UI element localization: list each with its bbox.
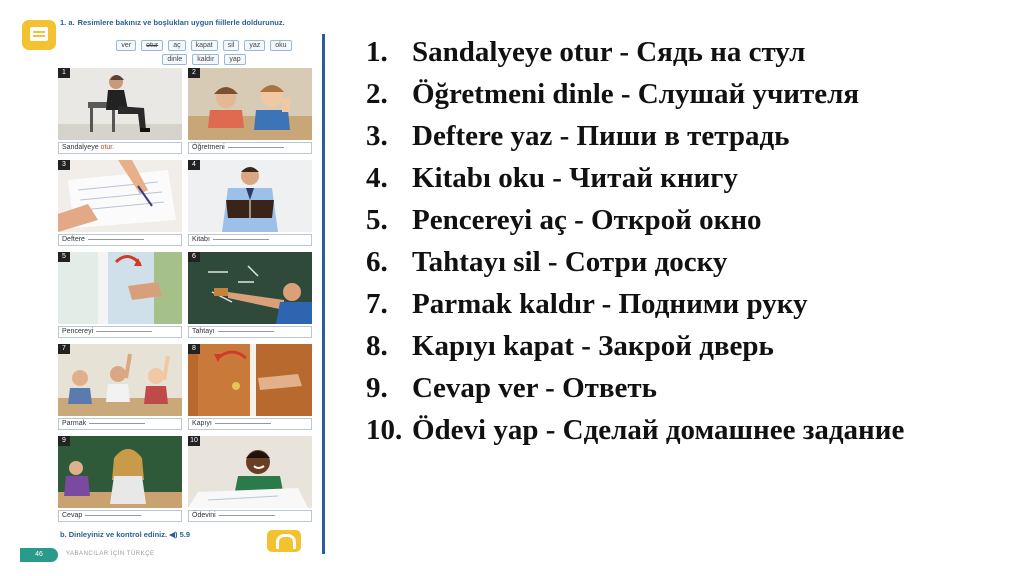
vocabulary-list	[366, 31, 1006, 451]
word-chip: kapat	[191, 40, 218, 51]
caption-prompt: Kitabı	[192, 236, 210, 243]
exercise-card-6	[188, 252, 312, 340]
word-bank-row-1	[88, 40, 320, 51]
answer-blank	[213, 239, 269, 240]
card-number: 10	[188, 436, 200, 446]
card-number: 5	[58, 252, 70, 262]
vocab-number: 7.	[366, 288, 388, 320]
vocab-item	[366, 31, 1006, 73]
page-number: 46	[20, 548, 58, 562]
textbook-page	[12, 10, 328, 566]
vocab-item	[366, 199, 1006, 241]
caption-prompt: Cevap	[62, 512, 83, 519]
card-number: 1	[58, 68, 70, 78]
photo-man-reading	[188, 160, 312, 232]
photo-students-listening	[188, 68, 312, 140]
photo-boy-homework	[188, 436, 312, 508]
word-chip: kaldır	[192, 54, 219, 65]
card-caption	[58, 510, 182, 522]
word-bank	[88, 40, 320, 68]
vocab-number: 3.	[366, 120, 388, 152]
card-number: 8	[188, 344, 200, 354]
vocab-text: Öğretmeni dinle - Слушай учителя	[412, 78, 860, 110]
card-number: 3	[58, 160, 70, 170]
photo-closing-door	[188, 344, 312, 416]
exercise-card-4	[188, 160, 312, 248]
card-caption	[58, 418, 182, 430]
vocab-text: Deftere yaz - Пиши в тетрадь	[412, 120, 790, 152]
exercise-card-3	[58, 160, 182, 248]
vocab-text: Ödevi yap - Сделай домашнее задание	[412, 414, 905, 446]
photo-writing-notebook	[58, 160, 182, 232]
photo-man-sitting	[58, 68, 182, 140]
word-chip: yap	[224, 54, 245, 65]
word-chip: oku	[270, 40, 291, 51]
vocab-text: Sandalyeye otur - Сядь на стул	[412, 36, 806, 68]
vocab-item	[366, 409, 1006, 451]
vocab-number: 10.	[366, 414, 403, 446]
answer-blank	[89, 423, 145, 424]
answer-blank	[228, 147, 284, 148]
task-badge	[22, 20, 56, 50]
vocab-text: Parmak kaldır - Подними руку	[412, 288, 808, 320]
vocab-item	[366, 367, 1006, 409]
card-number: 6	[188, 252, 200, 262]
exercise-card-10	[188, 436, 312, 524]
caption-prompt: Kapıyı	[192, 420, 212, 427]
exercise-card-8	[188, 344, 312, 432]
exercise-card-7	[58, 344, 182, 432]
vocab-number: 2.	[366, 78, 388, 110]
vocab-text: Kapıyı kapat - Закрой дверь	[412, 330, 774, 362]
vocab-item	[366, 325, 1006, 367]
photo-raising-hands	[58, 344, 182, 416]
listen-instruction	[60, 530, 190, 539]
speaker-icon: ◀)	[169, 530, 178, 539]
vocab-number: 5.	[366, 204, 388, 236]
card-caption	[188, 510, 312, 522]
photo-opening-window	[58, 252, 182, 324]
vocab-item	[366, 157, 1006, 199]
caption-prompt: Pencereyi	[62, 328, 94, 335]
vocab-item	[366, 283, 1006, 325]
word-chip-used: otur	[141, 40, 163, 51]
photo-girl-answering	[58, 436, 182, 508]
caption-prompt: Parmak	[62, 420, 87, 427]
answer-blank	[215, 423, 271, 424]
vocab-text: Tahtayı sil - Сотри доску	[412, 246, 728, 278]
word-chip: dinle	[162, 54, 187, 65]
answer-blank	[85, 515, 141, 516]
caption-prompt: Öğretmeni	[192, 144, 225, 151]
caption-prompt: Ödevini	[192, 512, 216, 519]
caption-answer: otur.	[100, 144, 115, 151]
photo-wiping-board	[188, 252, 312, 324]
exercise-card-2	[188, 68, 312, 156]
answer-blank	[88, 239, 144, 240]
card-caption	[188, 418, 312, 430]
word-chip: aç	[168, 40, 185, 51]
word-bank-row-2	[88, 54, 320, 65]
vocab-number: 6.	[366, 246, 388, 278]
card-caption	[188, 142, 312, 154]
vocab-item	[366, 115, 1006, 157]
task-number: 1. a.	[60, 18, 75, 27]
listen-task-text: b. Dinleyiniz ve kontrol ediniz.	[60, 530, 168, 539]
book-icon	[30, 27, 48, 41]
task-instruction-text: Resimlere bakınız ve boşlukları uygun fiillerle doldurunuz.	[77, 18, 285, 27]
answer-blank	[218, 331, 274, 332]
vocab-number: 1.	[366, 36, 388, 68]
vocab-text: Pencereyi aç - Открой окно	[412, 204, 762, 236]
card-caption	[58, 142, 182, 154]
vocab-number: 8.	[366, 330, 388, 362]
caption-prompt: Tahtayı	[192, 328, 215, 335]
card-caption	[58, 234, 182, 246]
card-caption	[58, 326, 182, 338]
answer-blank	[219, 515, 275, 516]
exercise-card-5	[58, 252, 182, 340]
caption-prompt: Sandalyeye	[62, 144, 99, 151]
word-chip: ver	[116, 40, 136, 51]
task-instruction	[60, 18, 312, 27]
vocab-number: 9.	[366, 372, 388, 404]
exercise-card-1	[58, 68, 182, 156]
card-number: 4	[188, 160, 200, 170]
audio-track: 5.9	[179, 530, 190, 539]
vocab-number: 4.	[366, 162, 388, 194]
word-chip: sil	[223, 40, 240, 51]
card-number: 2	[188, 68, 200, 78]
card-number: 7	[58, 344, 70, 354]
vocab-item	[366, 241, 1006, 283]
vocab-text: Kitabı oku - Читай книгу	[412, 162, 738, 194]
card-caption	[188, 234, 312, 246]
word-chip: yaz	[244, 40, 265, 51]
page-edge-rule	[322, 34, 325, 554]
card-caption	[188, 326, 312, 338]
footer-text: YABANCILAR İÇİN TÜRKÇE	[66, 551, 155, 557]
caption-prompt: Deftere	[62, 236, 85, 243]
answer-blank	[96, 331, 152, 332]
card-number: 9	[58, 436, 70, 446]
headphones-icon	[267, 530, 301, 552]
exercise-card-9	[58, 436, 182, 524]
vocab-text: Cevap ver - Ответь	[412, 372, 657, 404]
vocab-item	[366, 73, 1006, 115]
